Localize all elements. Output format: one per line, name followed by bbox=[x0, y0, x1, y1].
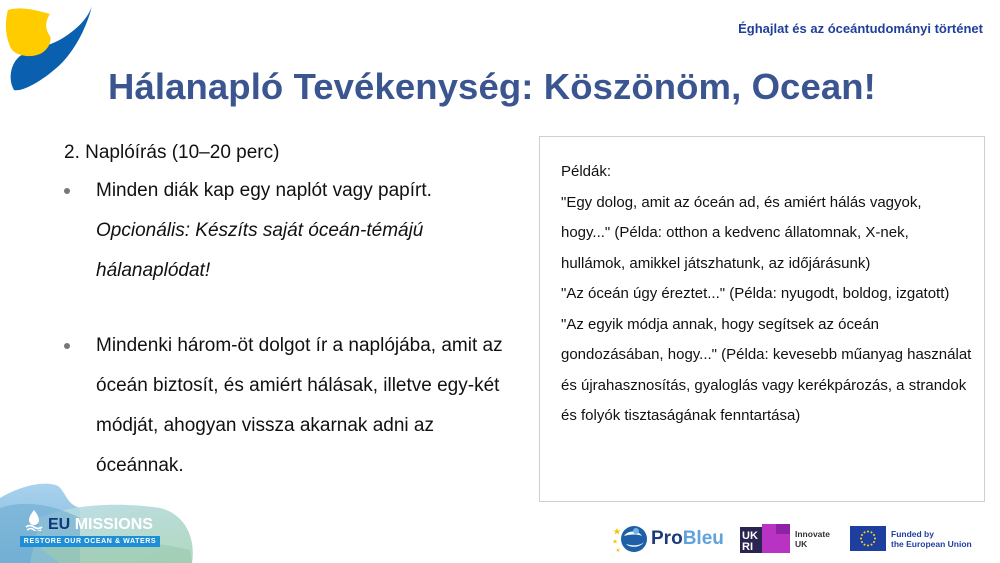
examples-box bbox=[539, 136, 985, 502]
eu-flag-icon bbox=[850, 526, 886, 551]
eu-missions-subtitle: RESTORE OUR OCEAN & WATERS bbox=[20, 536, 160, 547]
example-item: "Az egyik módja annak, hogy segítsek az óceán gondozásában, hogy..." (Példa: kevesebb műanyag használat és újrahasznosítás, gyaloglás vagy kerékpározás, a strandok és folyók tisztaságának fenntartása) bbox=[561, 315, 972, 424]
probleu-logo bbox=[612, 522, 724, 556]
probleu-emblem-icon bbox=[612, 522, 648, 556]
bullet-item bbox=[64, 326, 524, 486]
bullet-dot-icon bbox=[64, 188, 70, 194]
bullet-item bbox=[64, 171, 524, 291]
eu-missions-word: MISSIONS bbox=[74, 516, 153, 533]
eu-funded-line2: the European Union bbox=[891, 539, 972, 549]
examples-heading: Példák: bbox=[561, 163, 612, 180]
section-heading: 2. Naplóírás (10–20 perc) bbox=[64, 142, 280, 163]
page-title: Hálanapló Tevékenység: Köszönöm, Ocean! bbox=[108, 66, 876, 107]
svg-text:UK: UK bbox=[742, 530, 758, 542]
eu-funded-logo bbox=[850, 526, 990, 554]
instructions-column bbox=[64, 138, 524, 486]
ocean-literacy-logo bbox=[0, 0, 100, 100]
probleu-pro: Pro bbox=[651, 528, 683, 549]
eu-funded-line1: Funded by bbox=[891, 529, 934, 539]
bullet-text: Mindenki három-öt dolgot ír a naplójába, amit az óceán biztosít, és amiért hálásak, illetve egy-két módját, ahogyan vissza akarnak adni az óceánnak. bbox=[96, 335, 503, 476]
probleu-bleu: Bleu bbox=[682, 528, 724, 549]
probleu-wordmark bbox=[651, 528, 724, 550]
ukri-innovate-logo bbox=[740, 522, 840, 556]
bullet-italic-text: Opcionális: Készíts saját óceán-témájú hálanaplódat! bbox=[96, 220, 424, 281]
svg-text:RI: RI bbox=[742, 541, 753, 553]
ukri-line1: Innovate bbox=[795, 529, 830, 539]
example-item: "Egy dolog, amit az óceán ad, és amiért hálás vagyok, hogy..." (Példa: otthon a kedvenc állatomnak, X-nek, hullámok, amikkel játszhatunk, az időjárásunk) bbox=[561, 193, 922, 272]
example-item: "Az óceán úgy éreztet..." (Példa: nyugodt, boldog, izgatott) bbox=[561, 285, 950, 302]
water-drop-icon bbox=[24, 509, 44, 531]
series-title: Éghajlat és az óceántudományi történet bbox=[738, 21, 983, 36]
ukri-emblem-icon bbox=[740, 522, 794, 556]
eu-missions-eu: EU bbox=[48, 516, 71, 533]
bullet-text: Minden diák kap egy naplót vagy papírt. bbox=[96, 180, 432, 201]
eu-missions-logo bbox=[0, 478, 200, 563]
ukri-line2: UK bbox=[795, 539, 808, 549]
bullet-dot-icon bbox=[64, 343, 70, 349]
